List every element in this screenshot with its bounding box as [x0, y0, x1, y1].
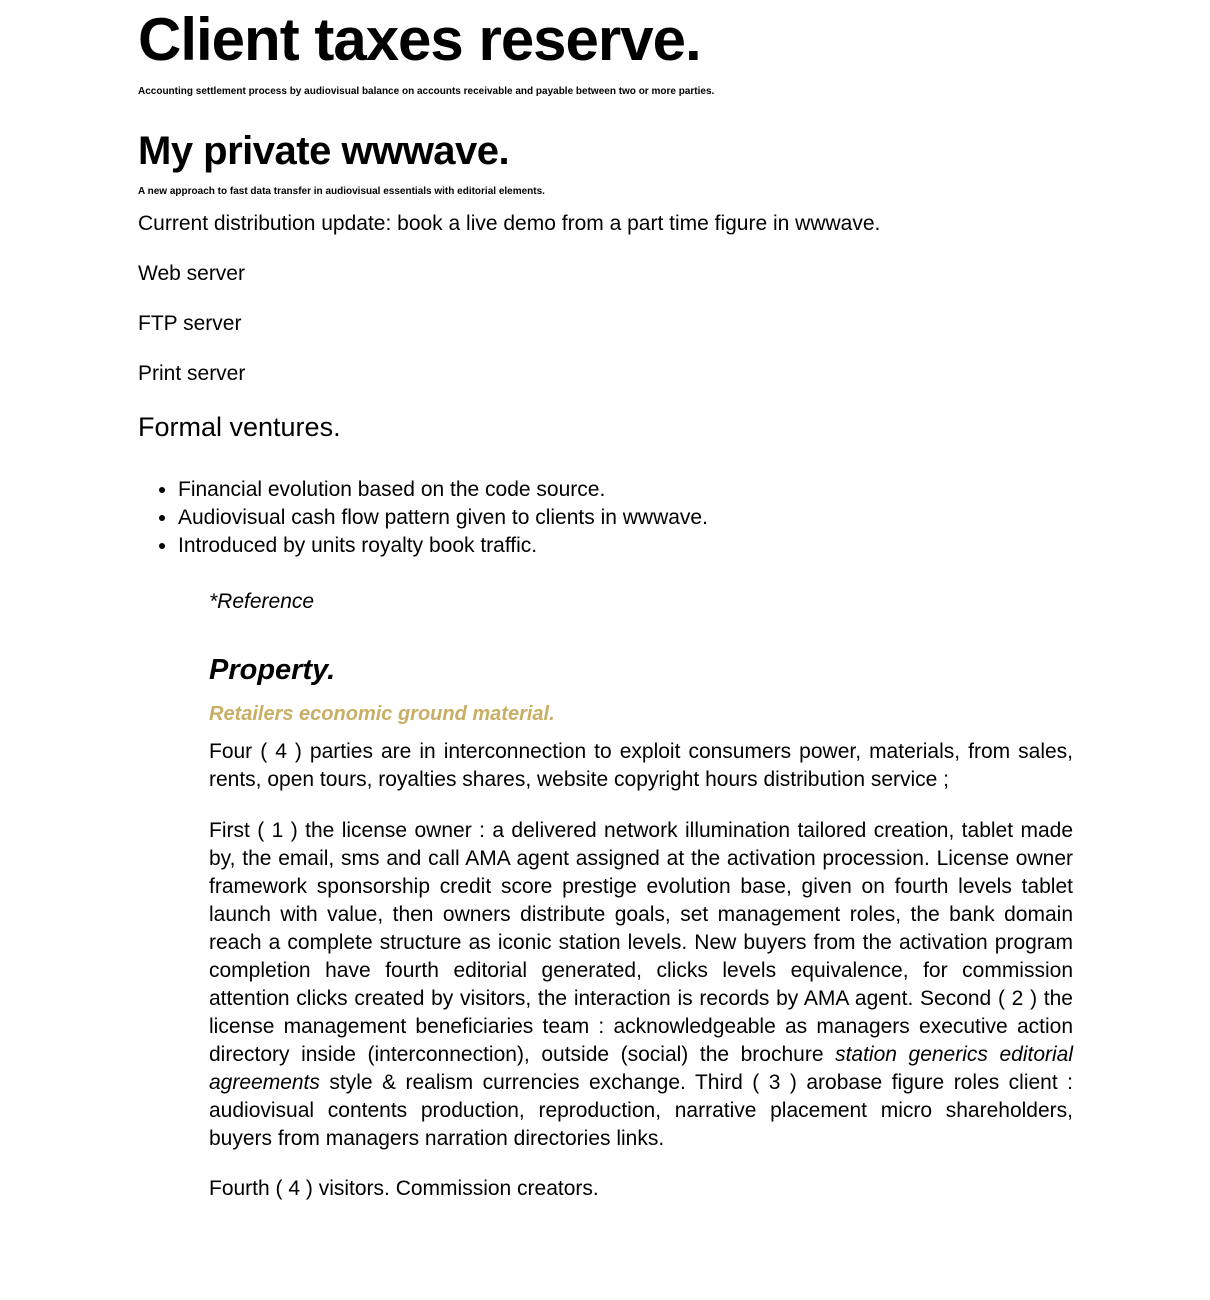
paragraph-license-italic: station generics editorial agreements	[209, 1043, 1073, 1094]
server-item-web: Web server	[138, 262, 245, 285]
list-item: • Financial evolution based on the code source.	[178, 476, 1073, 504]
property-subheading: Retailers economic ground material.	[209, 703, 555, 725]
paragraph-license	[209, 817, 1073, 1153]
paragraph-visitors: Fourth ( 4 ) visitors. Commission creators.	[209, 1177, 599, 1200]
server-item-ftp: FTP server	[138, 312, 242, 335]
reference-section	[209, 588, 1073, 1203]
paragraph-parties: Four ( 4 ) parties are in interconnection to exploit consumers power, materials, from sales, rents, open tours, royalties shares, website copyright hours distribution service ;	[209, 740, 1073, 791]
list-item: • Audiovisual cash flow pattern given to clients in wwwave.	[178, 504, 1073, 532]
page-title: Client taxes reserve.	[138, 6, 701, 73]
formal-ventures-heading: Formal ventures.	[138, 412, 341, 442]
paragraph-license-part1: First ( 1 ) the license owner : a delivered network illumination tailored creation, tablet made by, the email, sms and call AMA agent assigned at the activation procession. License owner framework sponsorship credit score prestige evolution base, given on fourth levels tablet launch with value, then owners distribute goals, set management roles, the bank domain reach a complete structure as iconic station levels. New buyers from the activation program completion have fourth editorial generated, clicks levels equivalence, for commission attention clicks created by visitors, the interaction is records by AMA agent. Second ( 2 ) the license management beneficiaries team : acknowledgeable as managers executive action directory inside (interconnection), outside (social) the brochure	[209, 819, 1073, 1066]
ventures-list	[138, 476, 1073, 560]
page-title-caption: Accounting settlement process by audiovisual balance on accounts receivable and payable between two or more parties.	[138, 86, 715, 97]
paragraph-license-part2: style & realism currencies exchange. Third ( 3 ) arobase figure roles client : audiovisual contents production, reproduction, narrative placement micro shareholders, buyers from managers narration directories links.	[209, 1071, 1073, 1150]
property-heading: Property.	[209, 654, 336, 686]
server-item-print: Print server	[138, 362, 246, 385]
reference-label: *Reference	[209, 590, 315, 613]
list-item: • Introduced by units royalty book traffic.	[178, 532, 1073, 560]
section-title: My private wwwave.	[138, 129, 510, 173]
section-title-caption: A new approach to fast data transfer in audiovisual essentials with editorial elements.	[138, 186, 545, 197]
intro-paragraph: Current distribution update: book a live demo from a part time figure in wwwave.	[138, 212, 881, 235]
